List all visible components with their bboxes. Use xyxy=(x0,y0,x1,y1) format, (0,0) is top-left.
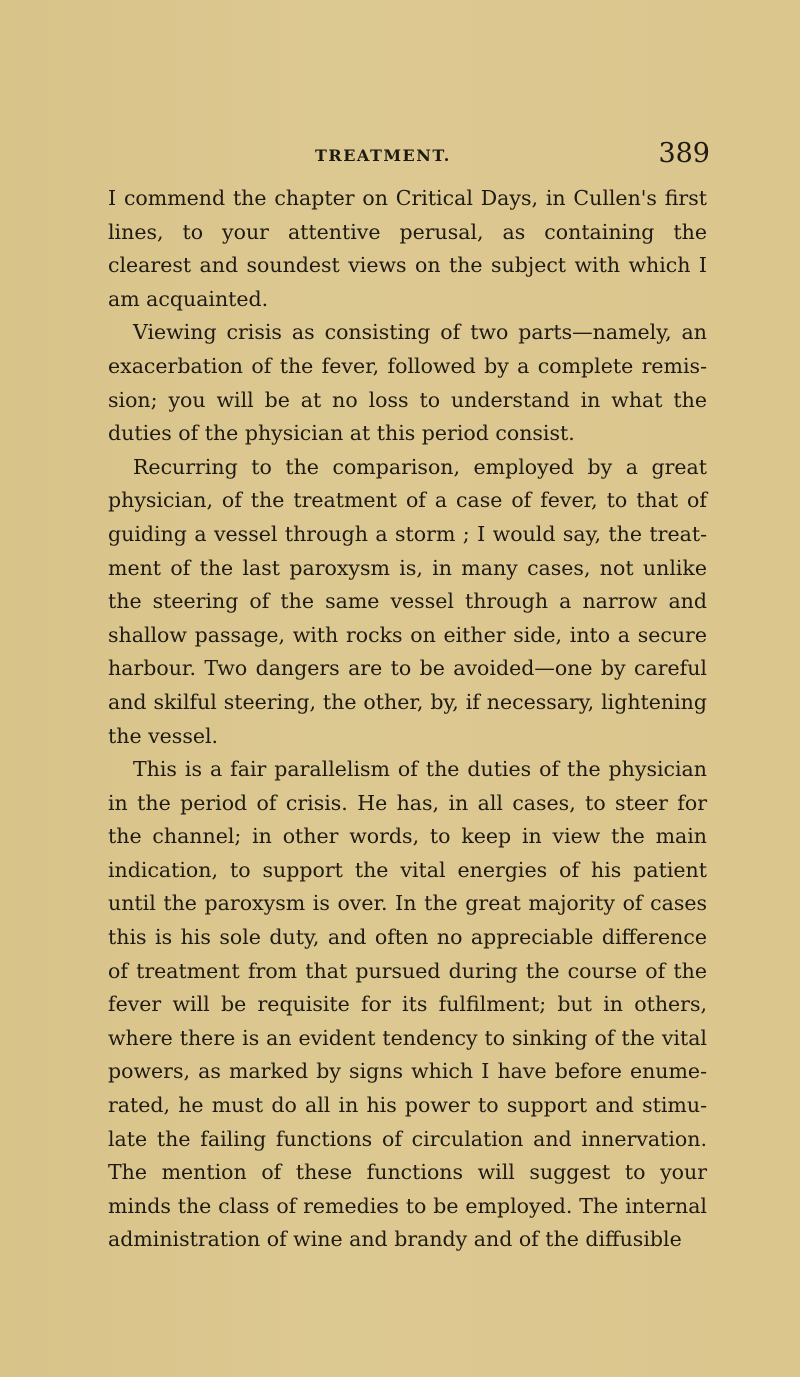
body-text xyxy=(108,182,707,1257)
paragraph: Viewing crisis as consisting of two parts—namely, an exacerbation of the fever, followed by a complete remission; you will be at no loss to understand in what the duties of the physician at this period consist. xyxy=(108,320,707,446)
paragraph: Recurring to the comparison, employed by a great physician, of the treatment of a case of fever, to that of guiding a vessel through a storm ; I would say, the treatment of the last paroxysm is, in many cases, not unlike the steering of the same vessel through a narrow and shallow passage, with rocks on either side, into a secure harbour. Two dangers are to be avoided—one by careful and skilful steering, the other, by, if necessary, lightening the vessel. xyxy=(108,454,707,748)
running-title: TREATMENT. xyxy=(315,146,451,165)
paragraph: This is a fair parallelism of the duties of the physician in the period of crisis. He has, in all cases, to steer for the channel; in other words, to keep in view the main indication, to support the vital energies of his patient until the paroxysm is over. In the great majority of cases this is his sole duty, and often no appreciable difference of treatment from that pursued during the course of the fever will be requisite for its fulfilment; but in others, where there is an evident tendency to sinking of the vital powers, as marked by signs which I have before enumerated, he must do all in his power to support and stimulate the failing functions of circulation and innervation. The mention of these functions will suggest to your minds the class of remedies to be employed. The internal administration of wine and brandy and of the diffusible xyxy=(108,757,707,1252)
paragraph: I commend the chapter on Critical Days, in Cullen's first lines, to your attentive perusal, as containing the clearest and soundest views on the subject with which I am acquainted. xyxy=(108,186,707,311)
running-head xyxy=(110,138,710,178)
page-number: 389 xyxy=(658,138,710,169)
